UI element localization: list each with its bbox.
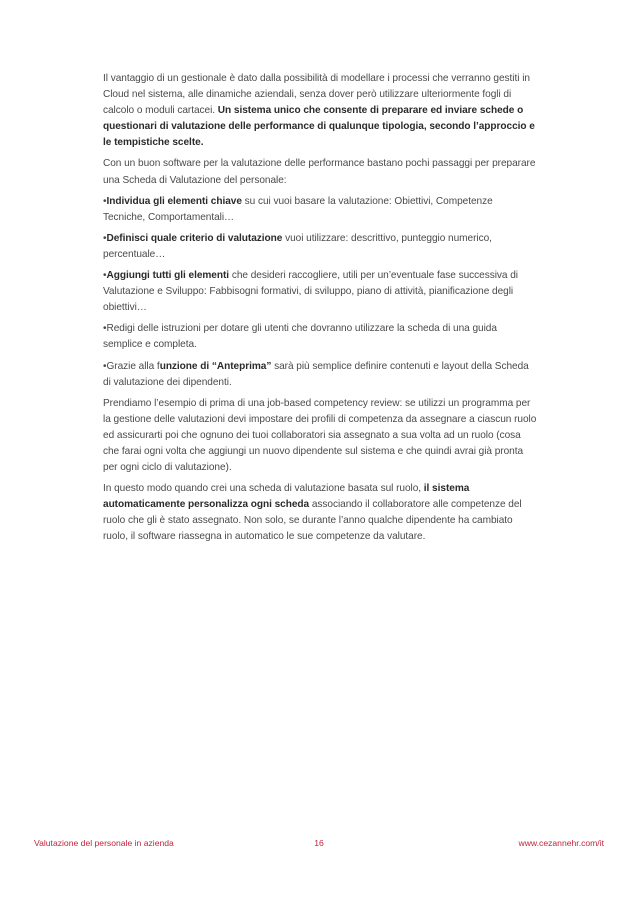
list-item-bold: Individua gli elementi chiave	[106, 195, 242, 207]
list-item-preview	[103, 359, 537, 391]
page-number: 16	[314, 838, 324, 848]
footer-website-link[interactable]: www.cezannehr.com/it	[518, 838, 604, 848]
list-item-criteria	[103, 231, 537, 263]
paragraph-text: Con un buon software per la valutazione delle performance bastano pochi passaggi per preparare una Scheda di Valutazione del personale:	[103, 158, 536, 186]
list-item-bold: unzione di “Anteprima”	[159, 360, 272, 372]
list-item-bold: Aggiungi tutti gli elementi	[106, 270, 230, 282]
list-item-add-elements	[103, 268, 537, 316]
paragraph-text: associando il collaboratore alle competenze del ruolo che gli è stato assegnato. Non solo, se durante l’anno qualche dipendente ha cambiato ruolo, il software riassegna in automatico le sue competenze da valutare.	[103, 499, 522, 543]
list-item-instructions	[103, 321, 537, 353]
paragraph-example	[103, 396, 537, 476]
paragraph-text: Prendiamo l’esempio di prima di una job-based competency review: se utilizzi un programma per la gestione delle valutazioni devi impostare dei profili di competenza da assegnare a ciascun ruolo ed assicurarti poi che ognuno dei tuoi collaboratori sia assegnato a sua volta ad un ruolo (cosa che farai ogni volta che aggiungi un nuovo dipendente sul sistema e che quindi avrai già pronta per ogni ciclo di valutazione).	[103, 397, 537, 474]
paragraph-bold: il sistema automaticamente personalizza ogni scheda	[103, 483, 470, 511]
document-body	[103, 71, 537, 551]
list-item-text: che desideri raccogliere, utili per un’eventuale fase successiva di Valutazione e Sviluppo: Fabbisogni formativi, di sviluppo, piano di attività, pianificazione degli obiettivi…	[103, 270, 518, 314]
list-item-prefix: •Grazie alla f	[103, 360, 160, 372]
paragraph-prefix: In questo modo quando crei una scheda di valutazione basata sul ruolo,	[103, 483, 424, 495]
list-item-text: •Redigi delle istruzioni per dotare gli utenti che dovranno utilizzare la scheda di una guida semplice e completa.	[103, 323, 497, 351]
bullet: •	[103, 232, 107, 244]
list-item-text: su cui vuoi basare la valutazione: Obiettivi, Competenze Tecniche, Comportamentali…	[103, 195, 493, 223]
paragraph-intro	[103, 71, 537, 151]
list-item-key-elements	[103, 194, 537, 226]
bullet: •	[103, 270, 107, 282]
list-item-bold: Definisci quale criterio di valutazione	[106, 232, 283, 244]
paragraph-steps-intro	[103, 156, 537, 188]
list-item-text: vuoi utilizzare: descrittivo, punteggio numerico, percentuale…	[103, 232, 492, 260]
bullet: •	[103, 195, 107, 207]
paragraph-text: Il vantaggio di un gestionale è dato dalla possibilità di modellare i processi che verranno gestiti in Cloud nel sistema, alle dinamiche aziendali, senza dover però utilizzare ulteriormente fogli di calcolo o moduli cartacei.	[103, 73, 530, 117]
paragraph-conclusion	[103, 481, 537, 545]
paragraph-bold: Un sistema unico che consente di preparare ed inviare schede o questionari di valutazione delle performance di qualunque tipologia, secondo l’approccio e le tempistiche scelte.	[103, 105, 535, 149]
page-footer	[34, 838, 604, 852]
list-item-text: sarà più semplice definire contenuti e layout della Scheda di valutazione dei dipendenti.	[103, 360, 529, 388]
footer-document-title: Valutazione del personale in azienda	[34, 838, 174, 848]
